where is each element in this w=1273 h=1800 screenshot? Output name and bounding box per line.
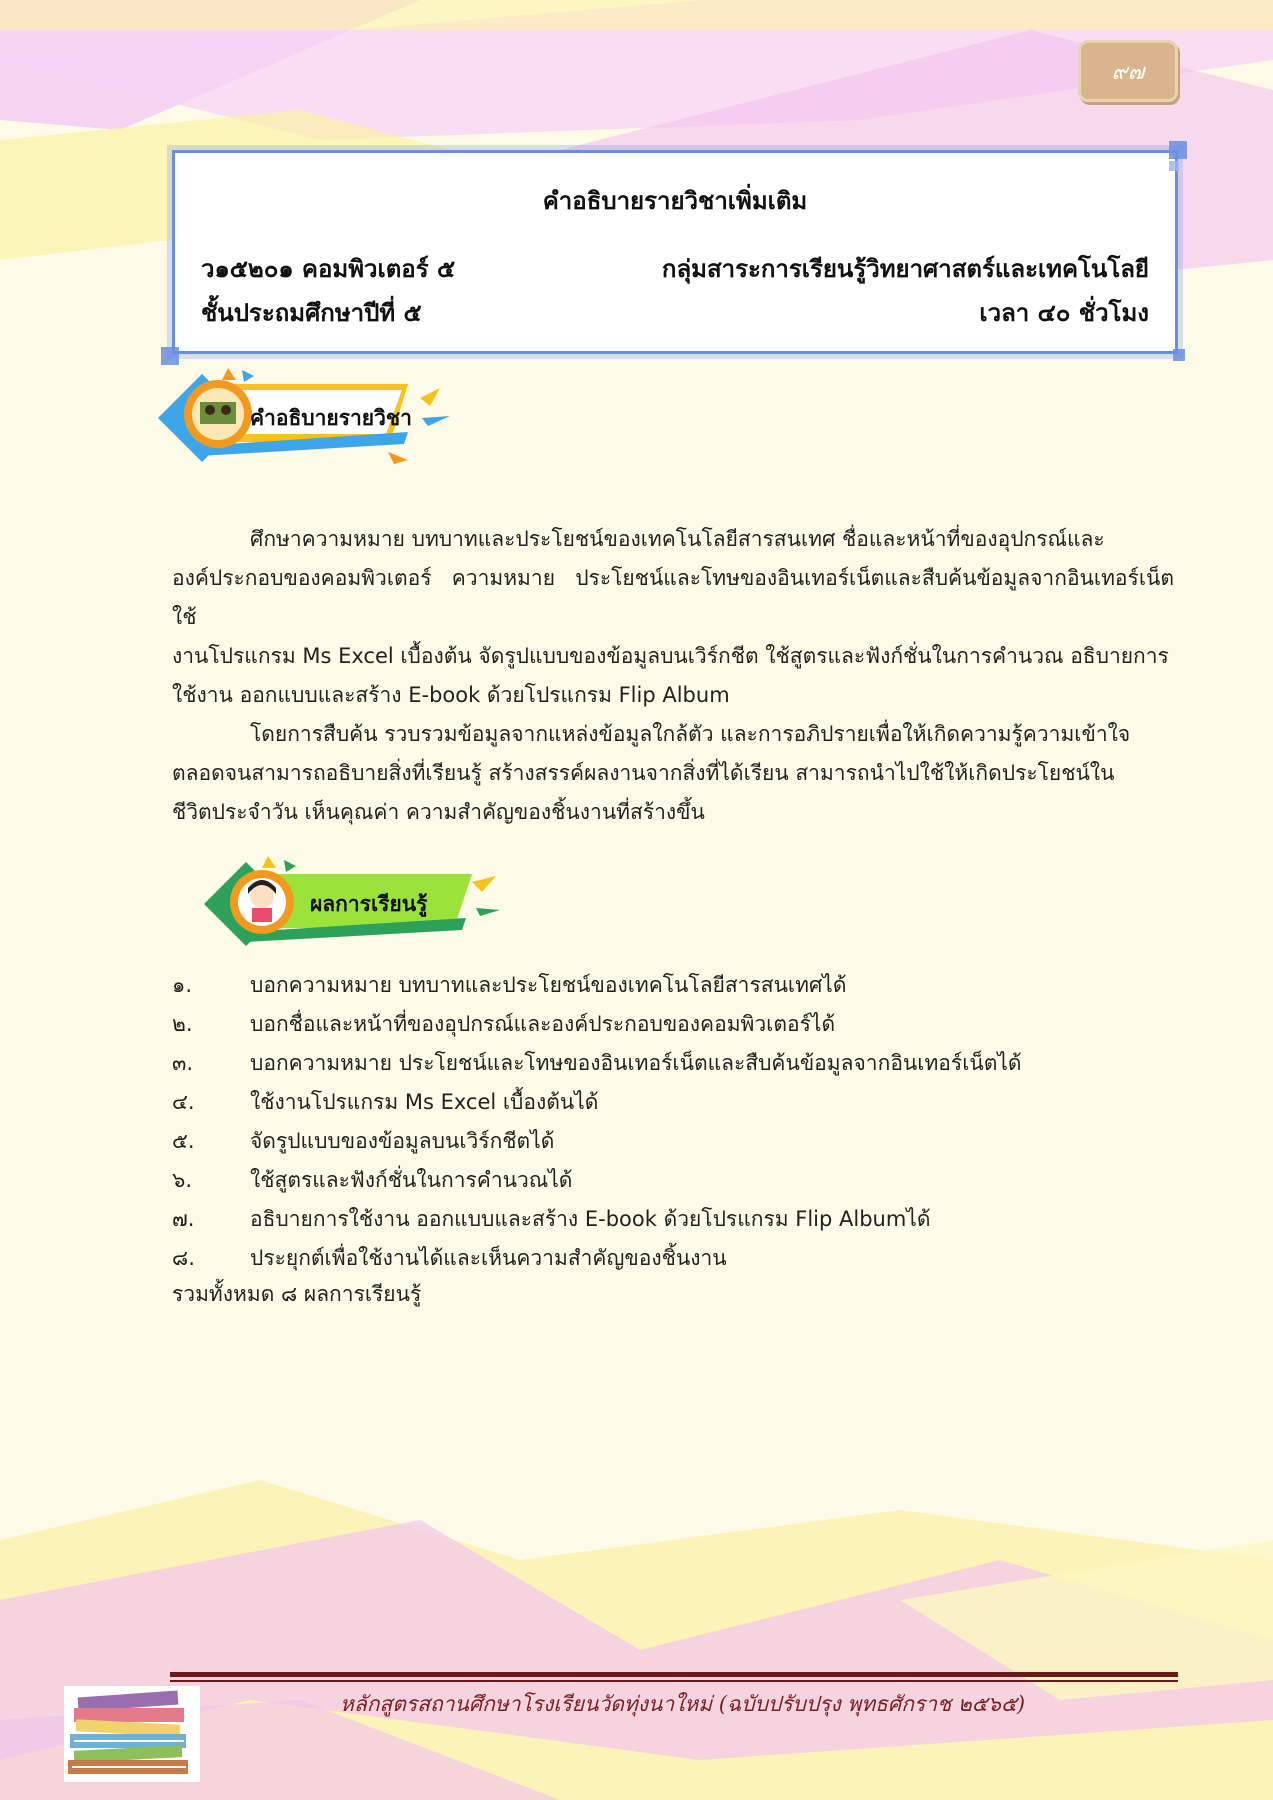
description-line: โดยการสืบค้น รวบรวมข้อมูลจากแหล่งข้อมูลใกล้ตัว และการอภิปรายเพื่อให้เกิดความรู้ความเข้าใจ [250, 722, 1131, 746]
footer-divider [170, 1680, 1178, 1682]
corner-decoration [1173, 349, 1185, 361]
description-badge-label: คำอธิบายรายวิชา [250, 406, 412, 430]
item-text: อธิบายการใช้งาน ออกแบบและสร้าง E-book ด้วยโปรแกรม Flip Albumได้ [250, 1207, 931, 1231]
list-item [172, 1239, 1022, 1278]
list-item [172, 1083, 1022, 1122]
item-number: ๖. [172, 1168, 193, 1192]
duration: เวลา ๔๐ ชั่วโมง [979, 299, 1149, 327]
list-item [172, 1200, 1022, 1239]
books-icon [64, 1686, 200, 1782]
list-item [172, 1161, 1022, 1200]
page-title: คำอธิบายรายวิชาเพิ่มเติม [542, 187, 808, 215]
outcomes-badge [204, 856, 504, 960]
item-number: ๕. [172, 1129, 195, 1153]
corner-decoration [161, 347, 179, 365]
course-description [172, 520, 1174, 832]
course-code-name: ว๑๕๒๐๑ คอมพิวเตอร์ ๕ [201, 255, 456, 283]
item-number: ๒. [172, 1012, 193, 1036]
footer-divider [170, 1672, 1178, 1677]
list-item [172, 1122, 1022, 1161]
item-text: จัดรูปแบบของข้อมูลบนเวิร์กชีตได้ [250, 1129, 555, 1153]
grade-level: ชั้นประถมศึกษาปีที่ ๕ [201, 299, 422, 327]
outcomes-list [172, 966, 1022, 1278]
item-text: ใช้งานโปรแกรม Ms Excel เบื้องต้นได้ [250, 1090, 599, 1114]
footer-text: หลักสูตรสถานศึกษาโรงเรียนวัดทุ่งนาใหม่ (ฉบับปรับปรุง พุทธศักราช ๒๕๖๕) [340, 1692, 1026, 1716]
description-line: ชีวิตประจำวัน เห็นคุณค่า ความสำคัญของชิ้นงานที่สร้างขึ้น [172, 800, 705, 824]
item-text: บอกความหมาย บทบาทและประโยชน์ของเทคโนโลยีสารสนเทศได้ [250, 973, 847, 997]
corner-decoration [1169, 141, 1187, 159]
outcomes-total: รวมทั้งหมด ๘ ผลการเรียนรู้ [172, 1282, 422, 1306]
item-number: ๔. [172, 1090, 195, 1114]
description-line: งานโปรแกรม Ms Excel เบื้องต้น จัดรูปแบบของข้อมูลบนเวิร์กชีต ใช้สูตรและฟังก์ชั่นในการคำนวณ อธิบายการ [172, 644, 1169, 668]
item-text: ประยุกต์เพื่อใช้งานได้และเห็นความสำคัญของชิ้นงาน [250, 1246, 727, 1270]
course-header-box [172, 150, 1178, 354]
description-line: องค์ประกอบของคอมพิวเตอร์ ความหมาย ประโยชน์และโทษของอินเทอร์เน็ตและสืบค้นข้อมูลจากอินเทอร์เน็ต ใช้ [172, 566, 1174, 629]
description-line: ตลอดจนสามารถอธิบายสิ่งที่เรียนรู้ สร้างสรรค์ผลงานจากสิ่งที่ได้เรียน สามารถนำไปใช้ให้เกิดประโยชน์ใน [172, 761, 1115, 785]
description-paragraph-1 [172, 520, 1174, 715]
description-line: ศึกษาความหมาย บทบาทและประโยชน์ของเทคโนโลยีสารสนเทศ ชื่อและหน้าที่ของอุปกรณ์และ [250, 527, 1105, 551]
item-text: บอกชื่อและหน้าที่ของอุปกรณ์และองค์ประกอบของคอมพิวเตอร์ได้ [250, 1012, 836, 1036]
corner-decoration [1169, 161, 1179, 171]
description-line: ใช้งาน ออกแบบและสร้าง E-book ด้วยโปรแกรม Flip Album [172, 683, 730, 707]
item-number: ๗. [172, 1207, 195, 1231]
item-text: บอกความหมาย ประโยชน์และโทษของอินเทอร์เน็ตและสืบค้นข้อมูลจากอินเทอร์เน็ตได้ [250, 1051, 1022, 1075]
item-number: ๑. [172, 973, 193, 997]
description-paragraph-2 [172, 715, 1174, 832]
page-number: ๙๗ [1078, 40, 1178, 102]
item-number: ๘. [172, 1246, 195, 1270]
item-number: ๓. [172, 1051, 194, 1075]
list-item [172, 1005, 1022, 1044]
subject-group: กลุ่มสาระการเรียนรู้วิทยาศาสตร์และเทคโนโลยี [661, 255, 1149, 283]
description-badge [158, 368, 458, 472]
item-text: ใช้สูตรและฟังก์ชั่นในการคำนวณได้ [250, 1168, 573, 1192]
outcomes-badge-label: ผลการเรียนรู้ [310, 892, 428, 916]
list-item [172, 966, 1022, 1005]
list-item [172, 1044, 1022, 1083]
